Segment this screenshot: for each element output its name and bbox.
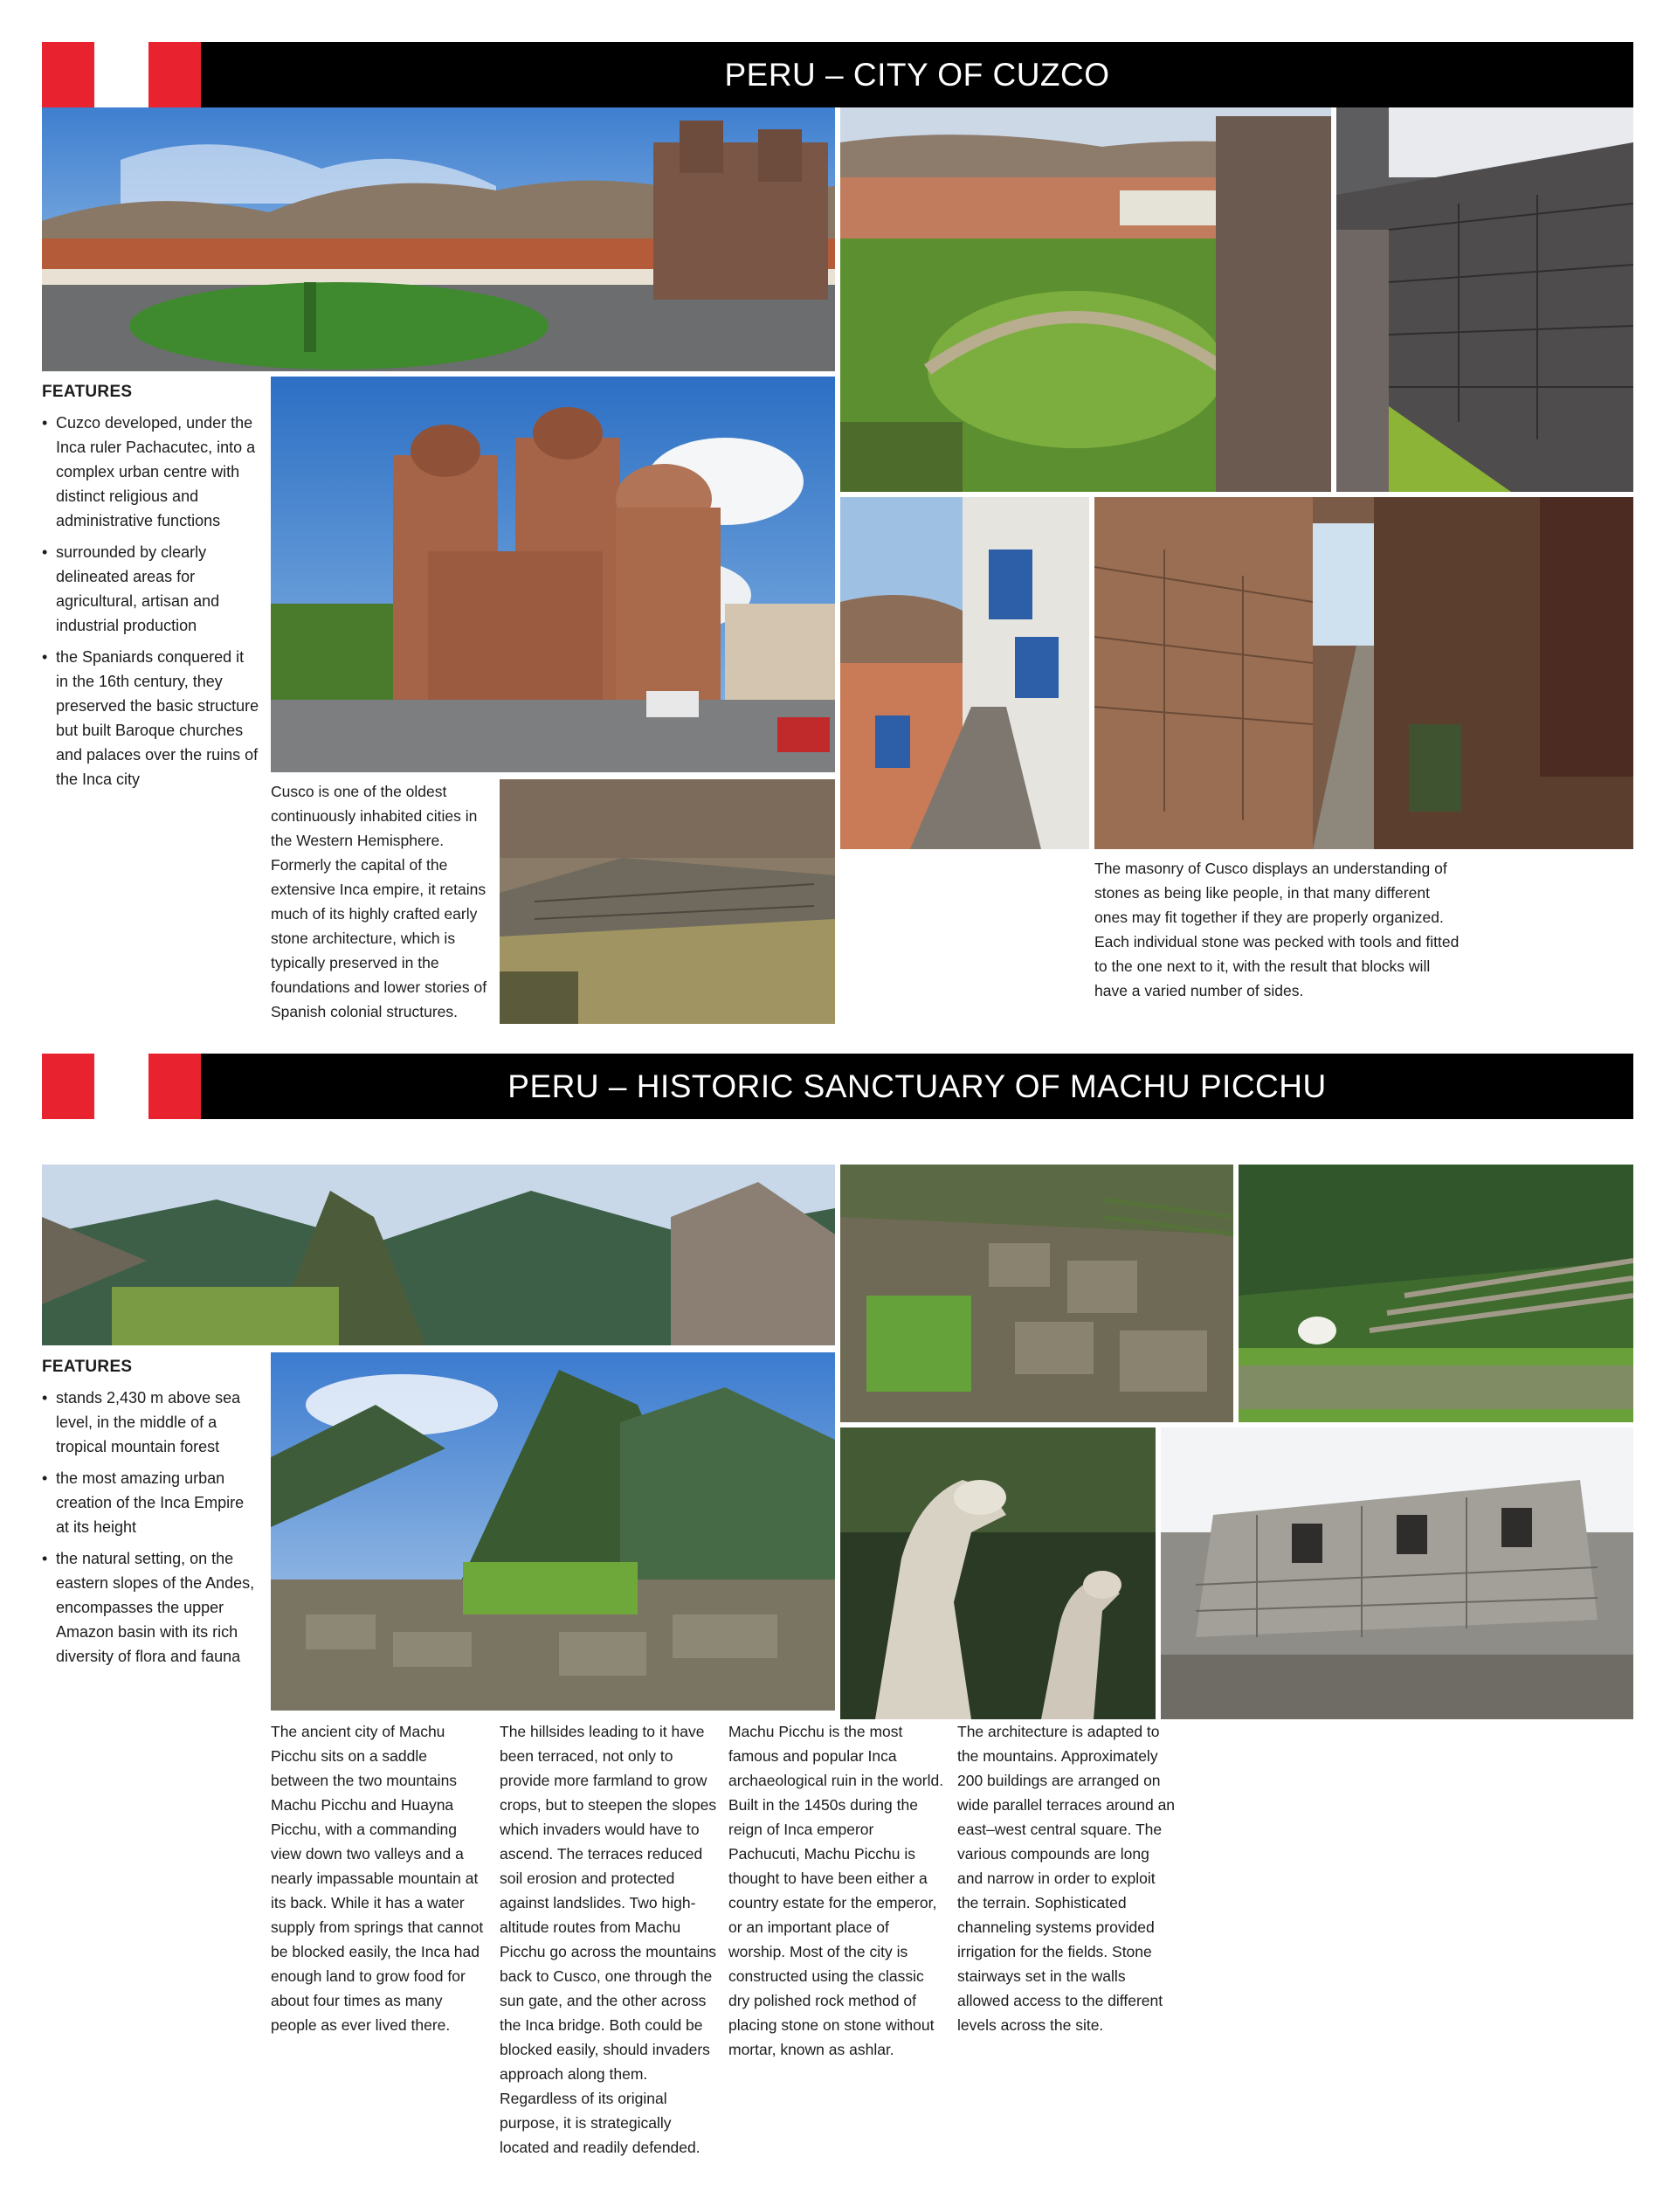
machu-picchu-description-1: The ancient city of Machu Picchu sits on a saddle between the two mountains Machu Picchu and Huayna Picchu, with a commanding view down two valleys and a nearly impassable mountain at its back. While it has a water supply from springs that cannot be blocked easily, the Inca had enough land to grow food for about four times as many people as ever lived there. xyxy=(271,1723,484,2034)
photo-hatun-rumiyoc-alley xyxy=(1094,497,1633,849)
photo-qorikancha-gardens xyxy=(840,107,1331,492)
photo-temple-of-three-windows xyxy=(1161,1427,1633,1719)
feature-item: • the most amazing urban creation of the Inca Empire at its height xyxy=(42,1466,260,1539)
section-banner-machu-picchu xyxy=(42,1054,1633,1119)
photo-llama-grazing-terraces xyxy=(1239,1165,1633,1422)
photo-sacsayhuaman-ruins xyxy=(500,779,835,1024)
section-banner-cuzco xyxy=(42,42,1633,107)
feature-item: • Cuzco developed, under the Inca ruler Pachacutec, into a complex urban centre with distinct religious and administrative functions xyxy=(42,411,260,533)
features-heading: FEATURES xyxy=(42,1358,133,1376)
cusco-description: Cusco is one of the oldest continuously inhabited cities in the Western Hemisphere. Formerly the capital of the extensive Inca empire, it retains much of its highly crafted early stone architecture, which is typically preserved in the foundations and lower stories of Spanish colonial structures. xyxy=(271,783,487,1020)
feature-item: • stands 2,430 m above sea level, in the middle of a tropical mountain forest xyxy=(42,1386,260,1459)
photo-machu-picchu-terraces-aerial xyxy=(840,1165,1233,1422)
photo-machu-picchu-panorama xyxy=(42,1165,835,1345)
photo-plaza-de-armas-panorama xyxy=(42,107,835,371)
peru-flag-icon xyxy=(42,42,201,107)
feature-item: • the Spaniards conquered it in the 16th century, they preserved the basic structure but built Baroque churches and palaces over the ruins of the Inca city xyxy=(42,645,260,791)
masonry-description: The masonry of Cusco displays an understanding of stones as being like people, in that many different ones may fit together if they are properly organized. Each individual stone was pecked with tools and fitted to the one next to it, with the result that blocks will have a varied number of sides. xyxy=(1094,860,1460,999)
feature-item: • surrounded by clearly delineated areas for agricultural, artisan and industrial production xyxy=(42,540,260,638)
section-title: PERU – HISTORIC SANCTUARY OF MACHU PICCHU xyxy=(507,1068,1327,1104)
feature-item: • the natural setting, on the eastern slopes of the Andes, encompasses the upper Amazon basin with its rich diversity of flora and fauna xyxy=(42,1546,260,1669)
photo-llamas-backlit xyxy=(840,1427,1156,1719)
machu-picchu-description-2: The hillsides leading to it have been terraced, not only to provide more farmland to grow crops, but to steepen the slopes which invaders would have to ascend. The terraces reduced soil erosion and protected against landslides. Two high-altitude routes from Machu Picchu go across the mountains back to Cusco, one through the sun gate, and the other across the Inca bridge. Both could be blocked easily, should invaders approach along them. Regardless of its original purpose, it is strategically located and readily defended. xyxy=(500,1723,717,2156)
photo-colonial-street-balconies xyxy=(840,497,1089,849)
features-list xyxy=(42,411,260,798)
features-heading: FEATURES xyxy=(42,383,133,401)
machu-picchu-description-4: The architecture is adapted to the mountains. Approximately 200 buildings are arranged on wide parallel terraces around an east–west central square. The various compounds are long and narrow in order to exploit the terrain. Sophisticated channeling systems provided irrigation for the fields. Stone stairways set in the walls allowed access to the different levels across the site. xyxy=(957,1723,1176,2034)
peru-flag-icon xyxy=(42,1054,201,1119)
photo-machu-picchu-classic-view xyxy=(271,1352,835,1711)
machu-picchu-description-3: Machu Picchu is the most famous and popular Inca archaeological ruin in the world. Built in the 1450s during the reign of Inca emperor Pachucuti, Machu Picchu is thought to have been either a country estate for the emperor, or an important place of worship. Most of the city is constructed using the classic dry polished rock method of placing stone on stone without mortar, known as ashlar. xyxy=(728,1723,944,2058)
photo-cathedral-of-cusco xyxy=(271,377,835,772)
section-title: PERU – CITY OF CUZCO xyxy=(724,57,1110,93)
features-list xyxy=(42,1386,260,1676)
photo-inca-wall-street xyxy=(1336,107,1633,492)
